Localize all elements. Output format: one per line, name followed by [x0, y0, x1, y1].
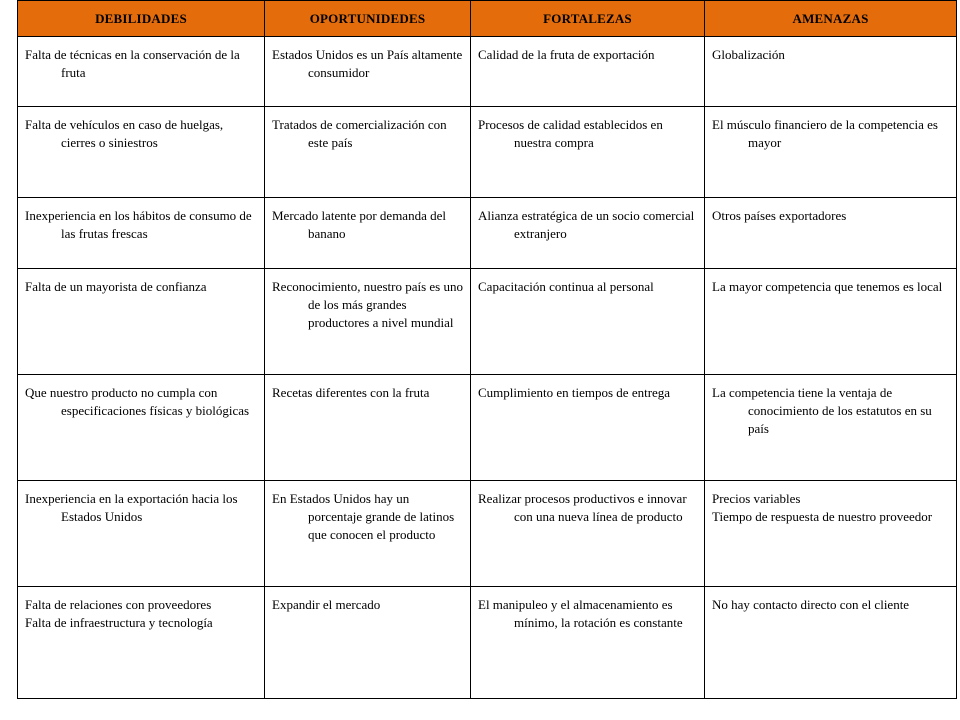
table-row — [18, 37, 957, 107]
cell-text: Que nuestro producto no cumpla con especificaciones físicas y biológicas — [25, 385, 250, 418]
cell-text: Expandir el mercado — [272, 597, 381, 612]
cell-amenaza — [705, 107, 957, 198]
cell-text: Tratados de comercialización con este país — [272, 117, 447, 150]
cell-debilidad — [18, 587, 265, 699]
cell-debilidad — [18, 375, 265, 481]
cell-text: Alianza estratégica de un socio comercial extranjero — [478, 208, 695, 241]
cell-text: No hay contacto directo con el cliente — [712, 597, 910, 612]
cell-text: Falta de vehículos en caso de huelgas, cierres o siniestros — [25, 117, 224, 150]
cell-fortaleza — [471, 107, 705, 198]
cell-amenaza — [705, 587, 957, 699]
cell-text: Recetas diferentes con la fruta — [272, 385, 430, 400]
cell-oportunidad — [265, 198, 471, 269]
cell-fortaleza — [471, 37, 705, 107]
cell-fortaleza — [471, 269, 705, 375]
cell-debilidad — [18, 37, 265, 107]
cell-debilidad — [18, 107, 265, 198]
cell-text: Capacitación continua al personal — [478, 279, 654, 294]
cell-text: Falta de un mayorista de confianza — [25, 279, 207, 294]
cell-oportunidad — [265, 481, 471, 587]
cell-debilidad — [18, 198, 265, 269]
cell-text: Cumplimiento en tiempos de entrega — [478, 385, 671, 400]
cell-text: Precios variables — [712, 491, 801, 506]
cell-fortaleza — [471, 198, 705, 269]
cell-text: Otros países exportadores — [712, 208, 847, 223]
cell-amenaza — [705, 481, 957, 587]
header-fortalezas: FORTALEZAS — [471, 1, 705, 37]
table-row — [18, 107, 957, 198]
table-row — [18, 375, 957, 481]
header-debilidades: DEBILIDADES — [18, 1, 265, 37]
header-row — [18, 1, 957, 37]
cell-oportunidad — [265, 37, 471, 107]
cell-debilidad — [18, 269, 265, 375]
cell-text: Inexperiencia en los hábitos de consumo de las frutas frescas — [25, 208, 252, 241]
cell-text: Procesos de calidad establecidos en nuestra compra — [478, 117, 663, 150]
cell-text: La mayor competencia que tenemos es local — [712, 279, 943, 294]
table-row — [18, 587, 957, 699]
cell-debilidad — [18, 481, 265, 587]
cell-amenaza — [705, 198, 957, 269]
cell-text: Inexperiencia en la exportación hacia los Estados Unidos — [25, 491, 238, 524]
cell-amenaza — [705, 269, 957, 375]
table-row — [18, 198, 957, 269]
table-row — [18, 481, 957, 587]
cell-text: El músculo financiero de la competencia es mayor — [712, 117, 938, 150]
cell-text: En Estados Unidos hay un porcentaje grande de latinos que conocen el producto — [272, 491, 455, 542]
cell-text: Reconocimiento, nuestro país es uno de los más grandes productores a nivel mundial — [272, 279, 463, 330]
table-row — [18, 269, 957, 375]
cell-oportunidad — [265, 375, 471, 481]
cell-text: Mercado latente por demanda del banano — [272, 208, 446, 241]
cell-text: Calidad de la fruta de exportación — [478, 47, 655, 62]
cell-text: Estados Unidos es un País altamente consumidor — [272, 47, 463, 80]
cell-amenaza — [705, 37, 957, 107]
cell-fortaleza — [471, 587, 705, 699]
cell-oportunidad — [265, 269, 471, 375]
cell-fortaleza — [471, 481, 705, 587]
cell-oportunidad — [265, 107, 471, 198]
header-amenazas: AMENAZAS — [705, 1, 957, 37]
cell-text: El manipuleo y el almacenamiento es mínimo, la rotación es constante — [478, 597, 683, 630]
header-oportunidades: OPORTUNIDEDES — [265, 1, 471, 37]
cell-text: Globalización — [712, 47, 785, 62]
swot-table — [17, 0, 957, 699]
cell-oportunidad — [265, 587, 471, 699]
cell-text: Falta de infraestructura y tecnología — [25, 615, 213, 630]
cell-amenaza — [705, 375, 957, 481]
cell-text: Falta de técnicas en la conservación de la fruta — [25, 47, 240, 80]
cell-text: Tiempo de respuesta de nuestro proveedor — [712, 509, 933, 524]
cell-text: La competencia tiene la ventaja de conocimiento de los estatutos en su país — [712, 385, 932, 436]
cell-text: Realizar procesos productivos e innovar con una nueva línea de producto — [478, 491, 687, 524]
cell-text: Falta de relaciones con proveedores — [25, 597, 212, 612]
cell-fortaleza — [471, 375, 705, 481]
